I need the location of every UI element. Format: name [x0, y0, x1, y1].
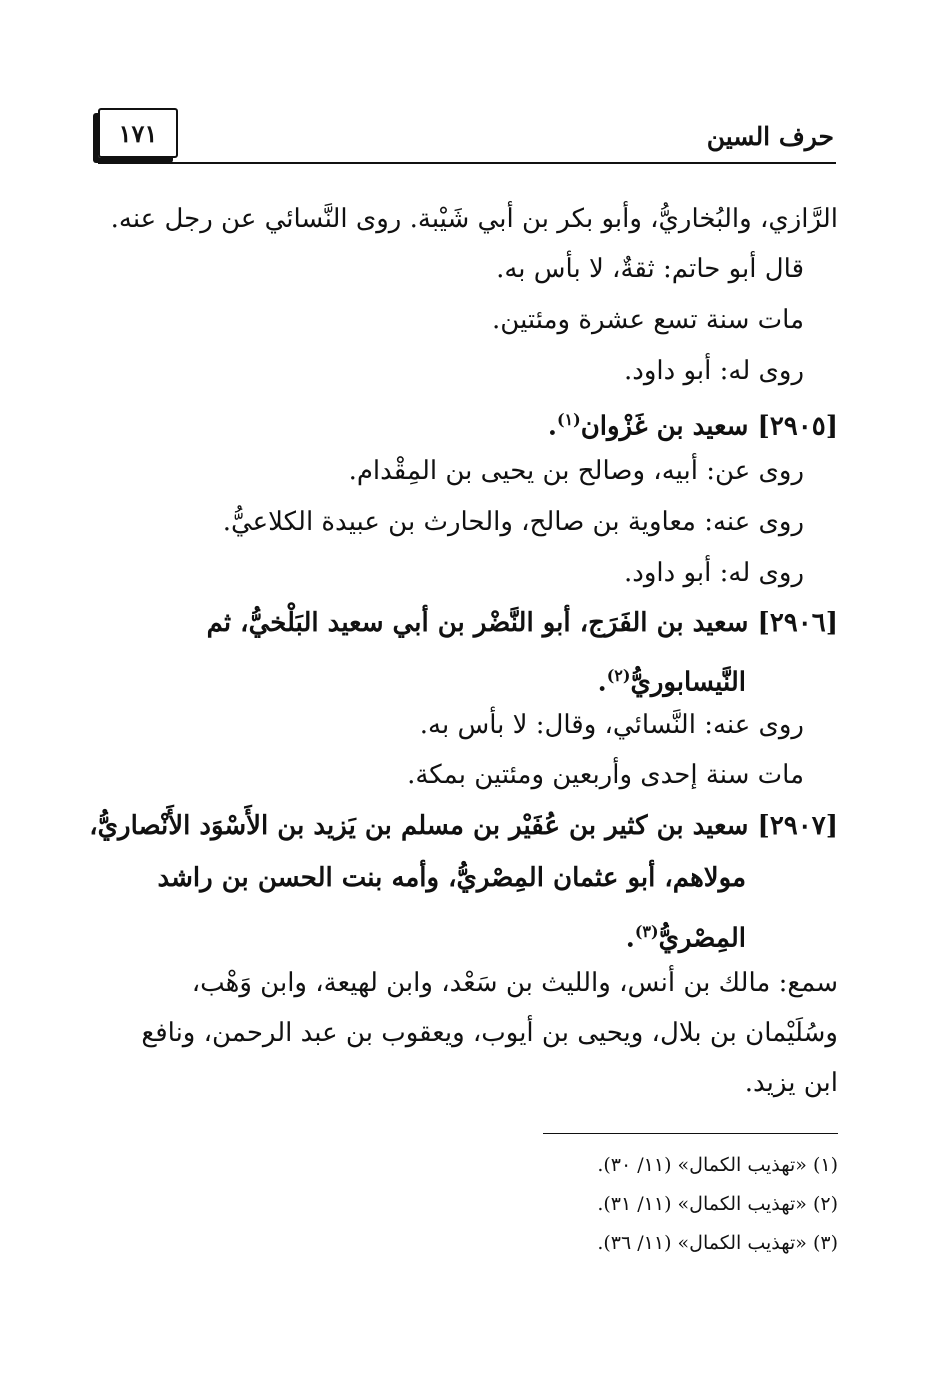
entry-heading-2906: [٢٩٠٦] سعيد بن الفَرَج، أبو النَّضْر بن أبي سعيد البَلْخيُّ، ثم — [206, 608, 838, 638]
entry-name: النَّيسابوريُّ — [630, 667, 746, 698]
entry-name: المِصْريُّ — [658, 923, 746, 954]
text-line: روى له: أبو داود. — [624, 558, 804, 588]
footnote-ref-2: (٢) — [606, 666, 631, 685]
text-line: الرَّازي، والبُخاريُّ، وأبو بكر بن أبي شَيْبة. روى النَّسائي عن رجل عنه. — [110, 204, 838, 234]
chapter-title: حرف السين — [706, 122, 834, 151]
text-line: قال أبو حاتم: ثقةٌ، لا بأس به. — [496, 254, 804, 284]
footnote-ref-1: (١) — [556, 410, 581, 429]
footnote-3: (٣) «تهذيب الكمال» (١١/ ٣٦). — [597, 1232, 838, 1254]
entry-heading-2907: [٢٩٠٧] سعيد بن كثير بن عُفَيْر بن مسلم بن يَزيد بن الأَسْوَد الأَنْصاريُّ، — [89, 811, 838, 841]
entry-heading-2906-cont: النَّيسابوريُّ$^{(٢)}$. — [597, 666, 746, 698]
text-line: روى عن: أبيه، وصالح بن يحيى بن المِقْدام. — [348, 456, 804, 486]
header-divider — [98, 162, 836, 164]
text-line: وسُلَيْمان بن بلال، ويحيى بن أيوب، ويعقوب بن عبد الرحمن، ونافع — [141, 1018, 838, 1048]
text-line: روى عنه: النَّسائي، وقال: لا بأس به. — [419, 710, 804, 740]
entry-name: [٢٩٠٥] سعيد بن غَزْوان — [580, 411, 838, 442]
text-line: ابن يزيد. — [744, 1068, 838, 1098]
page-number-box — [98, 108, 178, 158]
page-number: ١٧١ — [118, 118, 158, 148]
entry-heading-2907-end: المِصْريُّ$^{(٣)}$. — [625, 922, 746, 954]
footnote-2: (٢) «تهذيب الكمال» (١١/ ٣١). — [597, 1193, 838, 1215]
text-line: مات سنة تسع عشرة ومئتين. — [492, 305, 804, 335]
text-line: سمع: مالك بن أنس، والليث بن سَعْد، وابن لهيعة، وابن وَهْب، — [191, 968, 838, 998]
entry-heading-2905: [٢٩٠٥] سعيد بن غَزْوان$^{(١)}$. — [547, 410, 838, 442]
entry-heading-2907-cont: مولاهم، أبو عثمان المِصْريُّ، وأمه بنت الحسن بن راشد — [157, 863, 746, 893]
text-line: مات سنة إحدى وأربعين ومئتين بمكة. — [407, 760, 804, 790]
footnote-divider — [543, 1133, 838, 1134]
footnote-ref-3: (٣) — [634, 922, 659, 941]
text-line: روى له: أبو داود. — [624, 356, 804, 386]
text-line: روى عنه: معاوية بن صالح، والحارث بن عبيدة الكلاعيُّ. — [222, 507, 804, 537]
footnote-1: (١) «تهذيب الكمال» (١١/ ٣٠). — [597, 1154, 838, 1176]
